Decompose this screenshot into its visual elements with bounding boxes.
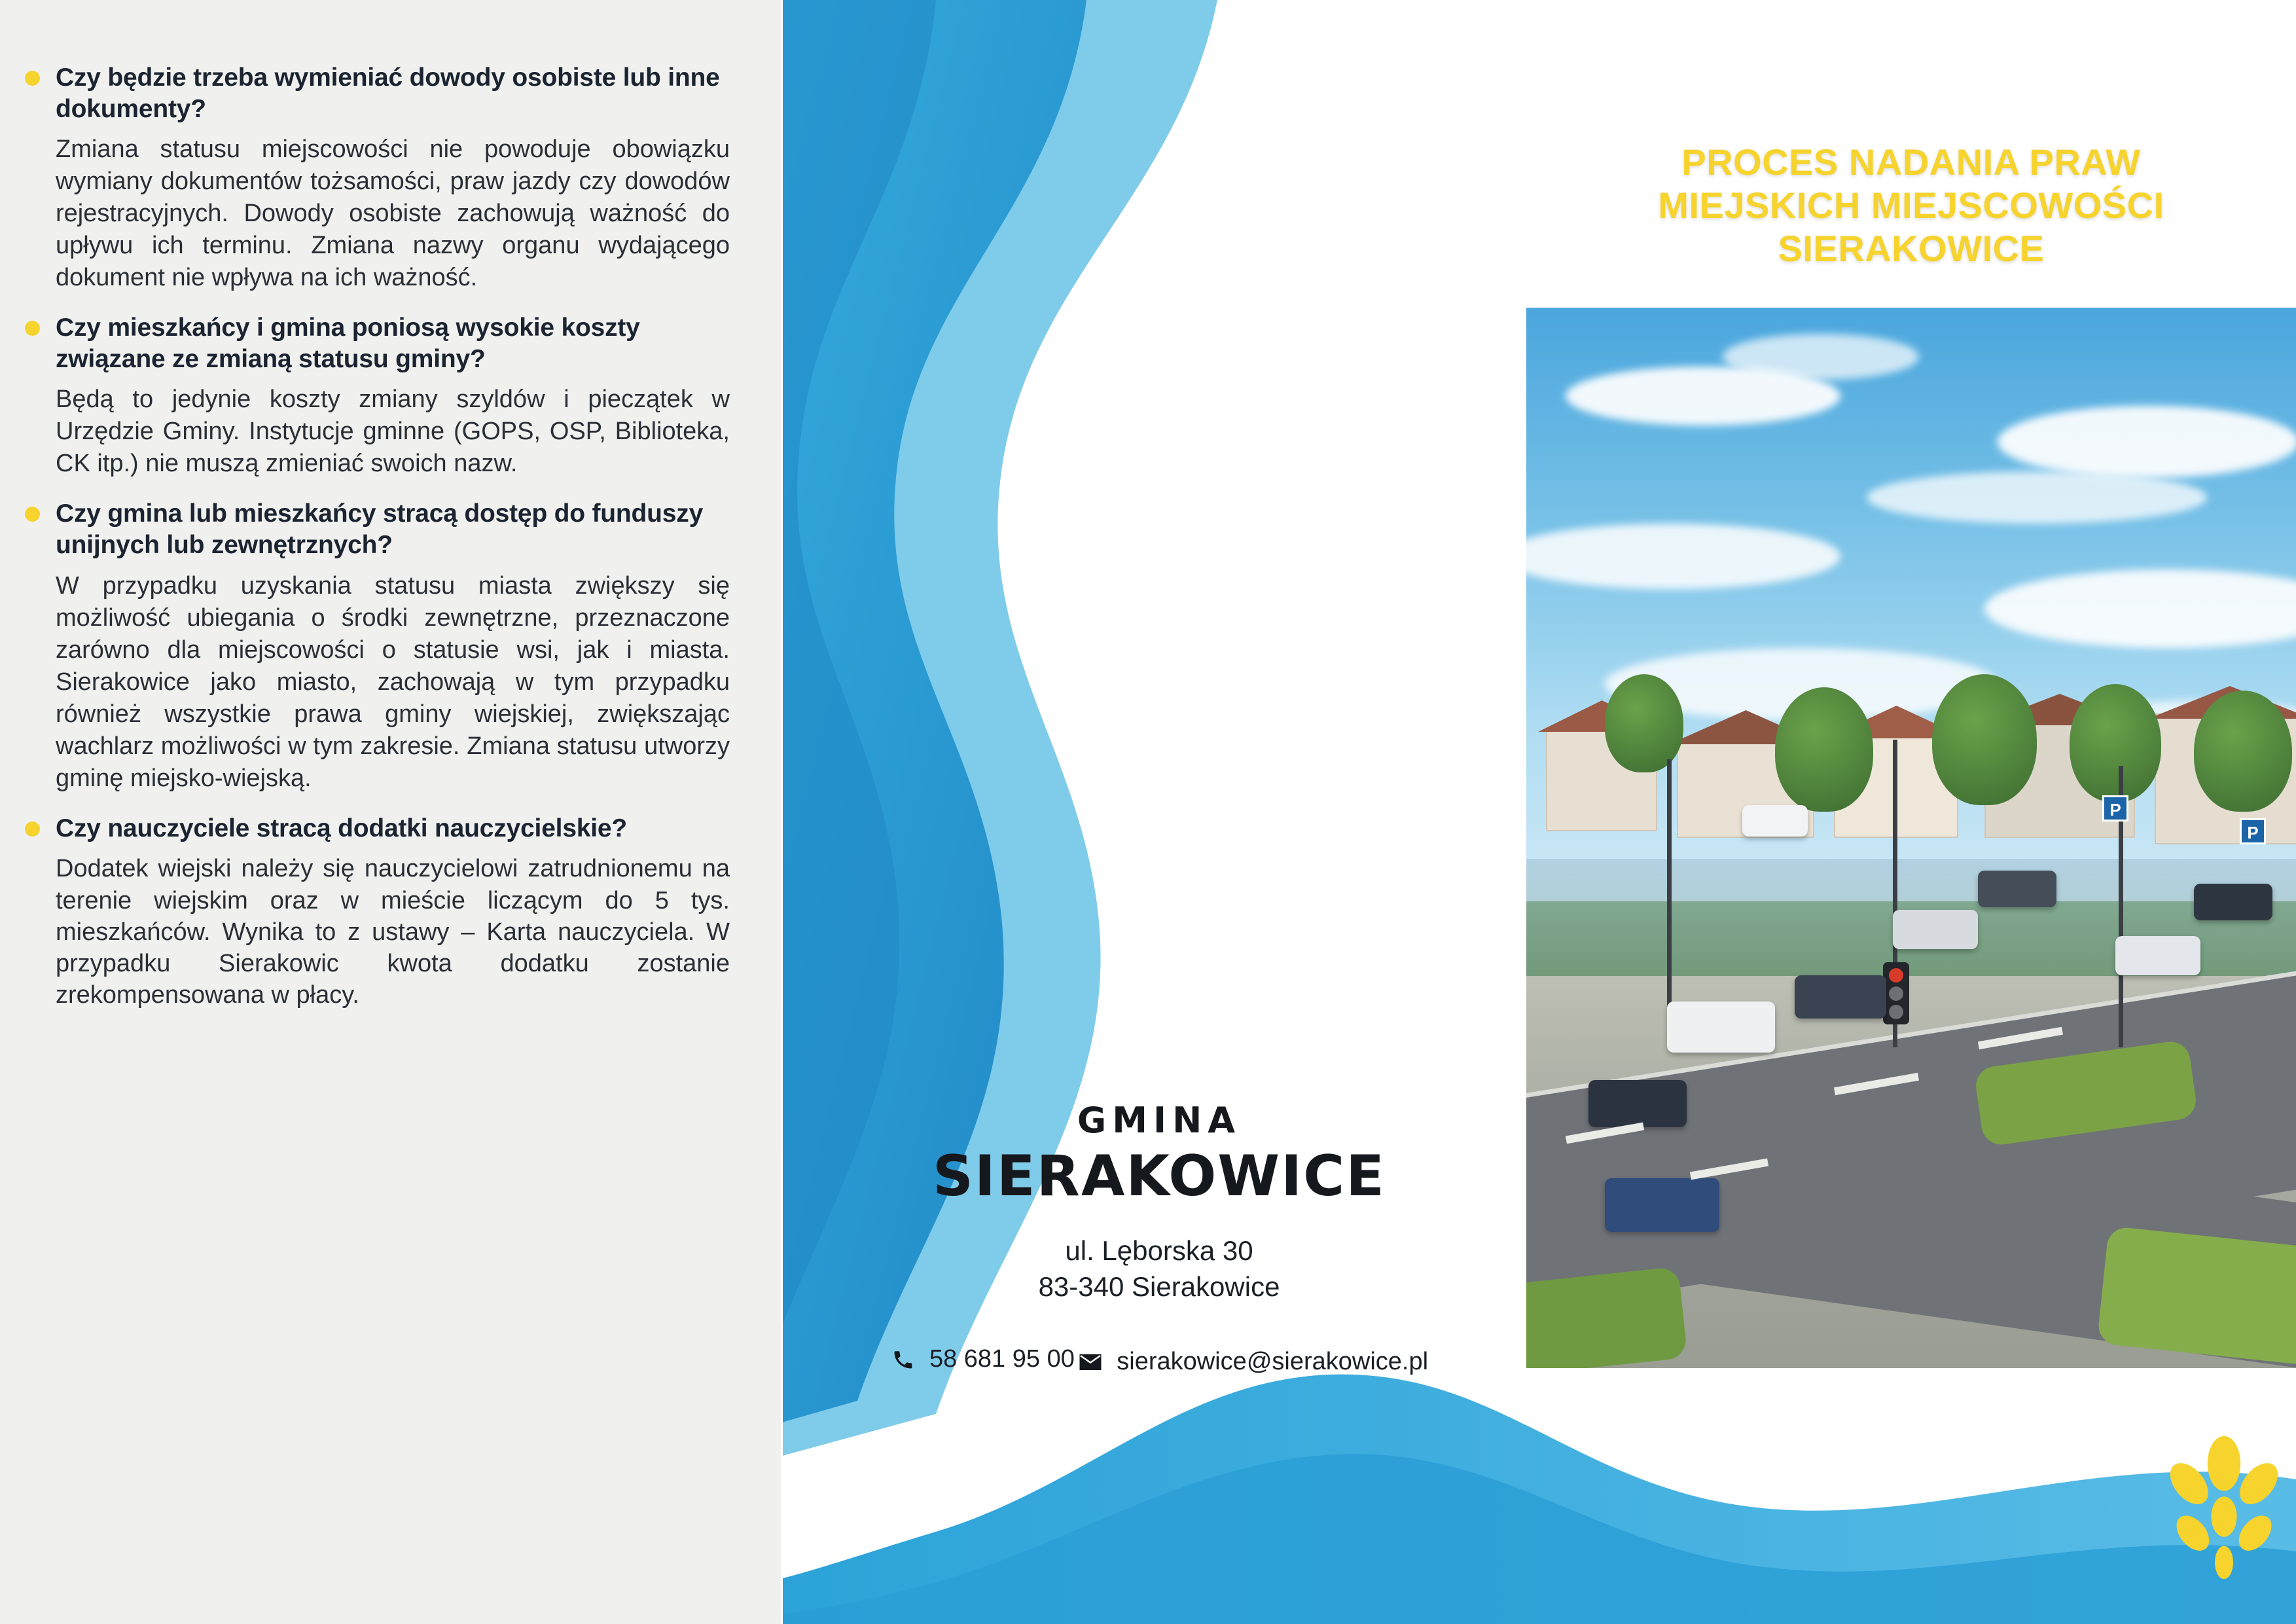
cover-title-line-1: PROCES NADANIA PRAW <box>1681 141 2141 183</box>
address-block <box>783 1233 1535 1305</box>
cover-title-line-2: MIEJSKICH MIEJSCOWOŚCI <box>1658 185 2164 226</box>
parking-sign: P <box>2240 818 2266 844</box>
gmina-logo <box>783 1100 1535 1305</box>
faq-item <box>20 813 736 1011</box>
bullet-icon <box>25 321 40 336</box>
faq-item <box>20 498 736 794</box>
faq-panel <box>0 0 782 1624</box>
envelope-icon <box>1077 1349 1103 1375</box>
center-panel <box>783 0 1535 1624</box>
faq-item <box>20 62 736 294</box>
phone-number: 58 681 95 00 <box>929 1345 1075 1373</box>
contact-phone-row[interactable] <box>890 1345 1075 1373</box>
bullet-icon <box>25 71 40 86</box>
contact-block <box>783 1345 1535 1384</box>
phone-icon <box>890 1346 916 1373</box>
address-city: 83-340 Sierakowice <box>1038 1271 1280 1303</box>
faq-question: Czy mieszkańcy i gmina poniosą wysokie koszty związane ze zmianą statusu gminy? <box>20 312 736 374</box>
faq-question: Czy nauczyciele stracą dodatki nauczycielskie? <box>20 813 736 844</box>
faq-answer: W przypadku uzyskania statusu miasta zwiększy się możliwość ubiegania o środki zewnętrzne, przeznaczone zarówno dla miejscowości o statusie wsi, jak i miasta. Sierakowice jako miasto, zachowają w tym przypadku również wszystkie prawa gminy wiejskiej, zwiększając wachlarz możliwości w tym zakresie. Zmiana statusu utworzy gminę miejsko-wiejską. <box>56 571 730 792</box>
logo-line-sierakowice: SIERAKOWICE <box>932 1144 1386 1209</box>
kashubian-flower-icon <box>2126 1434 2296 1617</box>
faq-item <box>20 312 736 480</box>
kashubian-flower-icon <box>1742 0 1912 124</box>
parking-sign: P <box>2102 795 2128 821</box>
panel-edge-divider <box>781 0 783 1624</box>
cover-title-line-3: SIERAKOWICE <box>1778 228 2045 270</box>
email-address: sierakowice@sierakowice.pl <box>1117 1348 1429 1375</box>
faq-answer: Dodatek wiejski należy się nauczycielowi zatrudnionemu na terenie wiejskim oraz w mieście liczącym do 5 tys. mieszkańców. Wynika to z ustawy – Karta nauczyciela. W przypadku Sierakowic kwota dodatku zostanie zrekompensowana w płacy. <box>56 855 730 1009</box>
cover-title <box>1526 141 2296 270</box>
logo-line-gmina: GMINA <box>1077 1100 1242 1141</box>
faq-question: Czy gmina lub mieszkańcy stracą dostęp do funduszy unijnych lub zewnętrznych? <box>20 498 736 560</box>
faq-answer: Będą to jedynie koszty zmiany szyldów i pieczątek w Urzędzie Gminy. Instytucje gminne (GOPS, OSP, Biblioteka, CK itp.) nie muszą zmieniać swoich nazw. <box>56 386 730 478</box>
faq-question: Czy będzie trzeba wymieniać dowody osobiste lub inne dokumenty? <box>20 62 736 124</box>
cover-panel <box>1526 0 2296 1624</box>
bullet-icon <box>25 507 40 522</box>
contact-email-row[interactable] <box>1077 1348 1428 1376</box>
address-street: ul. Lęborska 30 <box>1065 1235 1253 1266</box>
cover-photo <box>1526 308 2296 1368</box>
traffic-light <box>1883 962 1909 1024</box>
bullet-icon <box>25 821 40 837</box>
faq-answer: Zmiana statusu miejscowości nie powoduje obowiązku wymiany dokumentów tożsamości, praw jazdy czy dowodów rejestracyjnych. Dowody osobiste zachowują ważność do upływu ich terminu. Zmiana nazwy organu wydającego dokument nie wpływa na ich ważność. <box>56 135 730 292</box>
